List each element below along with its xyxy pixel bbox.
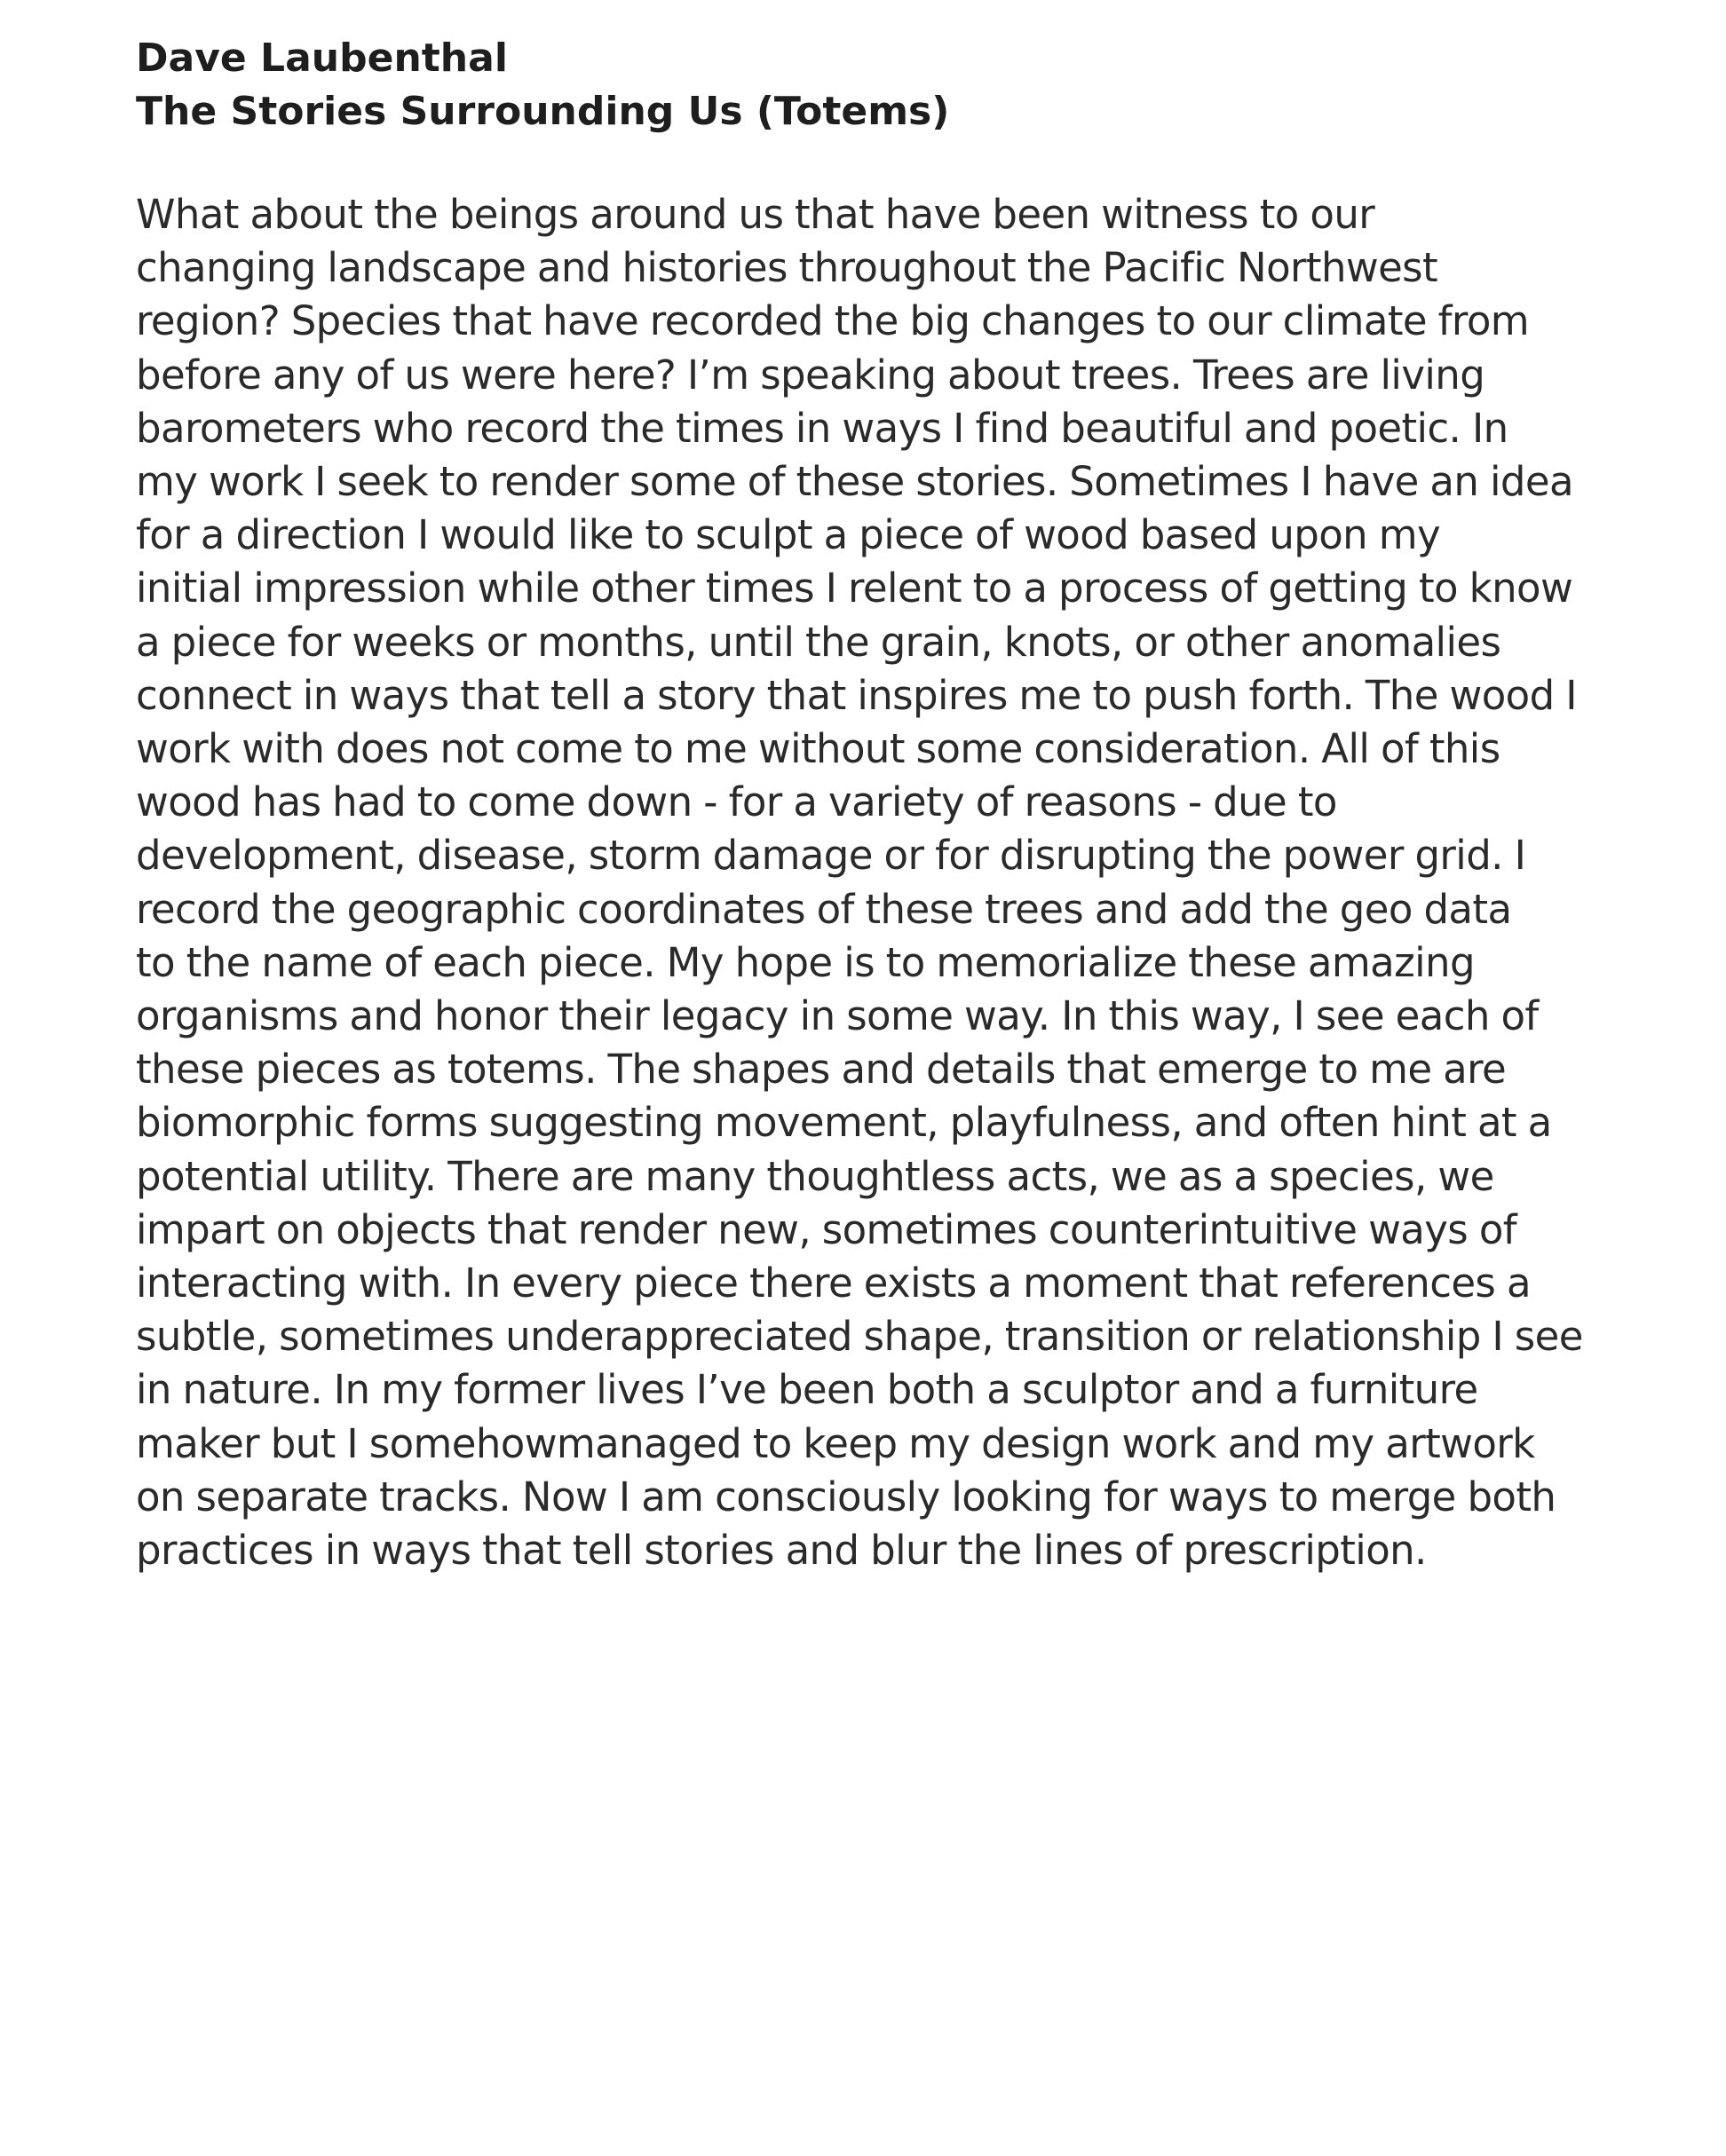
text-line: these pieces as totems. The shapes and details that emerge to me are bbox=[136, 1046, 1507, 1094]
text-line: in nature. In my former lives I’ve been both a sculptor and a furniture bbox=[136, 1366, 1478, 1414]
text-line: region? Species that have recorded the big changes to our climate from bbox=[136, 297, 1530, 345]
text-line: organisms and honor their legacy in some way. In this way, I see each of bbox=[136, 992, 1539, 1040]
text-line: my work I seek to render some of these stories. Sometimes I have an idea bbox=[136, 458, 1573, 506]
text-line: impart on objects that render new, sometimes counterintuitive ways of bbox=[136, 1205, 1517, 1253]
text-line: wood has had to come down - for a variety of reasons - due to bbox=[136, 778, 1337, 826]
text-line: practices in ways that tell stories and blur the lines of prescription. bbox=[136, 1527, 1427, 1575]
text-line: subtle, sometimes underappreciated shape, transition or relationship I see bbox=[136, 1313, 1583, 1361]
artist-statement-body bbox=[136, 188, 1698, 1577]
text-line: development, disease, storm damage or for disrupting the power grid. I bbox=[136, 832, 1526, 880]
text-line: record the geographic coordinates of these trees and add the geo data bbox=[136, 885, 1512, 933]
text-line: connect in ways that tell a story that inspires me to push forth. The wood I bbox=[136, 671, 1577, 719]
text-line: before any of us were here? I’m speaking about trees. Trees are living bbox=[136, 351, 1485, 399]
text-line: maker but I somehowmanaged to keep my design work and my artwork bbox=[136, 1419, 1535, 1467]
document-title: The Stories Surrounding Us (Totems) bbox=[136, 89, 950, 134]
text-line: interacting with. In every piece there exists a moment that references a bbox=[136, 1260, 1531, 1307]
text-line: barometers who record the times in ways I find beautiful and poetic. In bbox=[136, 404, 1508, 452]
text-line: changing landscape and histories throughout the Pacific Northwest bbox=[136, 244, 1438, 292]
text-line: potential utility. There are many thoughtless acts, we as a species, we bbox=[136, 1152, 1494, 1200]
text-line: for a direction I would like to sculpt a piece of wood based upon my bbox=[136, 511, 1441, 559]
text-line: initial impression while other times I relent to a process of getting to know bbox=[136, 565, 1573, 612]
document-header bbox=[136, 32, 1645, 138]
author-name: Dave Laubenthal bbox=[136, 36, 508, 81]
text-line: on separate tracks. Now I am consciously looking for ways to merge both bbox=[136, 1473, 1556, 1520]
text-line: to the name of each piece. My hope is to memorialize these amazing bbox=[136, 938, 1475, 986]
text-line: biomorphic forms suggesting movement, playfulness, and often hint at a bbox=[136, 1099, 1552, 1147]
text-line: work with does not come to me without some consideration. All of this bbox=[136, 725, 1500, 773]
text-line: a piece for weeks or months, until the grain, knots, or other anomalies bbox=[136, 618, 1501, 666]
text-line: What about the beings around us that have been witness to our bbox=[136, 191, 1375, 238]
